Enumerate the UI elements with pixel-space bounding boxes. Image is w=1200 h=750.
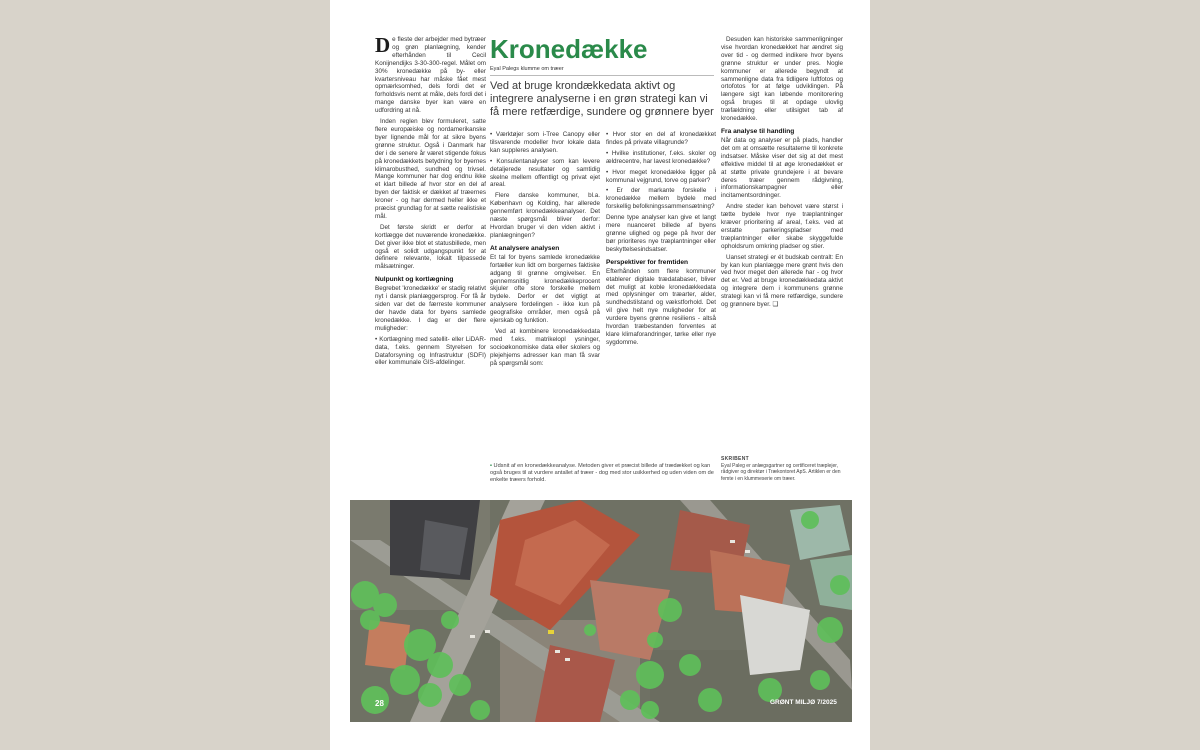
paragraph-text: e fleste der arbejder med bytræer og grøn planlægning, kender efterhånden til Cecil Konijnendijks 3-30-300-regel. Målet om 30% kronedække på by- eller kvartersniveau har måske fået mest opmærksomhed, dels fordi det er forholdsvis nemt at måle, dels fordi det i mange danske byer kan være en udfordring at nå.: [375, 36, 486, 115]
column-2: [490, 131, 600, 370]
bullet-item: • Hvilke institutioner, f.eks. skoler og ældrecentre, har lavest kronedække?: [606, 149, 716, 165]
drop-cap: D: [375, 33, 391, 57]
aerial-canopy-map: [350, 500, 852, 722]
page-number: 28: [375, 699, 384, 708]
paragraph: Inden reglen blev formuleret, satte flere europæiske og nordamerikanske byer lignende mål for at sikre byens grønne struktur. Også i Danmark har der i de senere år været stigende fokus på kronedækkets betydning for byernes klimarobusthed, sundhed og trivsel. Mange kommuner har dog endnu ikke et klart billede af hvor stor en del af byen der faktisk er dækket af træernes kroner - og har dermed heller ikke et præcist grundlag for at sætte realistiske mål.: [375, 118, 486, 220]
bullet-item: • Kortlægning med satellit- eller LiDAR-data, f.eks. gennem Styrelsen for Dataforsyning og Infrastruktur (SDFI) eller kommunale GIS-afdelinger.: [375, 335, 486, 367]
paragraph: [375, 33, 486, 115]
subheading: Perspektiver for fremtiden: [606, 258, 689, 266]
paragraph: Begrebet 'kronedække' er stadig relativt nyt i dansk planlæggersprog. For få år siden var det de færreste kommuner der havde data for byens samlede kronedække. I dag er der flere muligheder:: [375, 285, 486, 332]
subheading: Nulpunkt og kortlægning: [375, 276, 454, 284]
paragraph: Uanset strategi er ét budskab centralt: En by kan kun planlægge mere grønt hvis den ved hvor meget den allerede har - og hvor det er. Ved at bruge kronedækkedata aktivt og integrere dem i kommunens grønne strategi kan vi få mere retfærdige, sundere og grønnere byer. ❑: [721, 253, 843, 309]
caption-bullet: •: [490, 463, 492, 469]
paragraph: Andre steder kan behovet være størst i tætte bydele hvor nye træplantninger kræver prioritering af areal, f.eks. ved at erstatte parkeringspladser med træplantninger eller skabe skyggefulde opholdsrum omkring pladser og stier.: [721, 203, 843, 250]
magazine-name: GRØNT MILJØ 7/2025: [770, 699, 837, 706]
bullet-item: • Hvor stor en del af kronedækket findes på private villagrunde?: [606, 131, 716, 146]
photo-caption: [490, 463, 718, 484]
paragraph: Et tal for byens samlede kronedække fortæller kun lidt om borgernes faktiske adgang til grønne omgivelser. En gennemsnitlig kronedækkeprocent skjuler ofte store forskelle mellem bydele. Derfor er det vigtigt at analysere fordelingen - ikke kun på geografiske områder, men også på ejerskab og funktion.: [490, 253, 600, 325]
bullet-item: • Hvor meget kronedække ligger på kommunal vejgrund, torve og parker?: [606, 168, 716, 184]
column-1: [375, 33, 486, 370]
divider: [490, 75, 714, 76]
paragraph: Flere danske kommuner, bl.a. København og Kolding, har allerede gennemført kronedækkeanalyser. Det næste spørgsmål bliver derfor: Hvordan bruger vi den viden aktivt i planlægningen?: [490, 192, 600, 239]
magazine-page: [330, 0, 870, 750]
author-bio: Eyal Paleg er anlægsgartner og certificeret træplejer, rådgiver og direktør i Trækontoret ApS. Artiklen er den femte i en klummeserie om træer.: [721, 463, 841, 482]
author-box: [721, 456, 843, 482]
column-3: [606, 131, 716, 350]
author-label: SKRIBENT: [721, 456, 749, 462]
caption-text: Udsnit af en kronedækkeanalyse. Metoden giver et præcist billede af trædækket og kan også bruges til at vurdere antallet af træer - dog med stor usikkerhed og uden viden om de enkelte træers forhold.: [490, 463, 714, 483]
paragraph: Det første skridt er derfor at kortlægge det nuværende kronedække. Det giver ikke blot et statusbillede, men også et solidt udgangspunkt for at definere relevante, lokalt tilpassede målsætninger.: [375, 223, 486, 271]
paragraph: Denne type analyser kan give et langt mere nuanceret billede af byens grønne ulighed og pege på hvor der bør prioriteres nye træplantninger eller beskyttelsesindsatser.: [606, 214, 716, 253]
byline: Eyal Palegs klumme om træer: [490, 66, 564, 72]
bullet-item: • Konsulentanalyser som kan levere detaljerede resultater og samtidig skelne mellem offentligt og privat ejet areal.: [490, 157, 600, 189]
paragraph: Efterhånden som flere kommuner etablerer digitale trædatabaser, bliver det muligt at koble kronedækkedata med oplysninger om træarter, alder, sundhedstilstand og vækstforhold. Det vil give helt nye muligheder for at vurdere byens grønne resiliens - altså hvordan træbestanden forventes at klare klimaforandringer, tørke eller nye sygdomme.: [606, 267, 716, 346]
column-4: [721, 36, 843, 312]
subheading: At analysere analysen: [490, 244, 560, 252]
bullet-item: • Er der markante forskelle i kronedække mellem bydele med forskellig befolkningssammensætning?: [606, 187, 716, 211]
lead-paragraph: Ved at bruge krondækkedata aktivt og integrere analyserne i en grøn strategi kan vi få mere retfærdige, sundere og grønnere byer: [490, 80, 714, 119]
paragraph: Ved at kombinere kronedækkedata med f.eks. matrikelopl ysninger, socioøkonomiske data eller skolers og plejehjems adresser kan man få svar på spørgsmål som:: [490, 327, 600, 367]
article-title: Kronedække: [490, 34, 648, 64]
paragraph: Når data og analyser er på plads, handler det om at omsætte resultaterne til konkrete indsatser. Måske viser det sig at det mest effektive middel til at øge kronedækket er at støtte private grundejere i at bevare deres træer gennem rådgivning, informationskampagner eller incitamentsordninger.: [721, 136, 843, 200]
subheading: Fra analyse til handling: [721, 127, 795, 135]
paragraph: Desuden kan historiske sammenligninger vise hvordan kronedækket har ændret sig over tid - og dermed indikere hvor byens grønne struktur er under pres. Nogle kommuner er allerede begyndt at sammenligne data fra tidligere luftfotos og ortofotos for at følge udviklingen. På længere sigt kan løbende monitorering også bruges til at opdage ulovlig træfældning eller utilsigtet tab af kronedække.: [721, 36, 843, 123]
bullet-item: • Værktøjer som i-Tree Canopy eller tilsvarende modeller hvor lokale data kan suppleres analysen.: [490, 131, 600, 154]
